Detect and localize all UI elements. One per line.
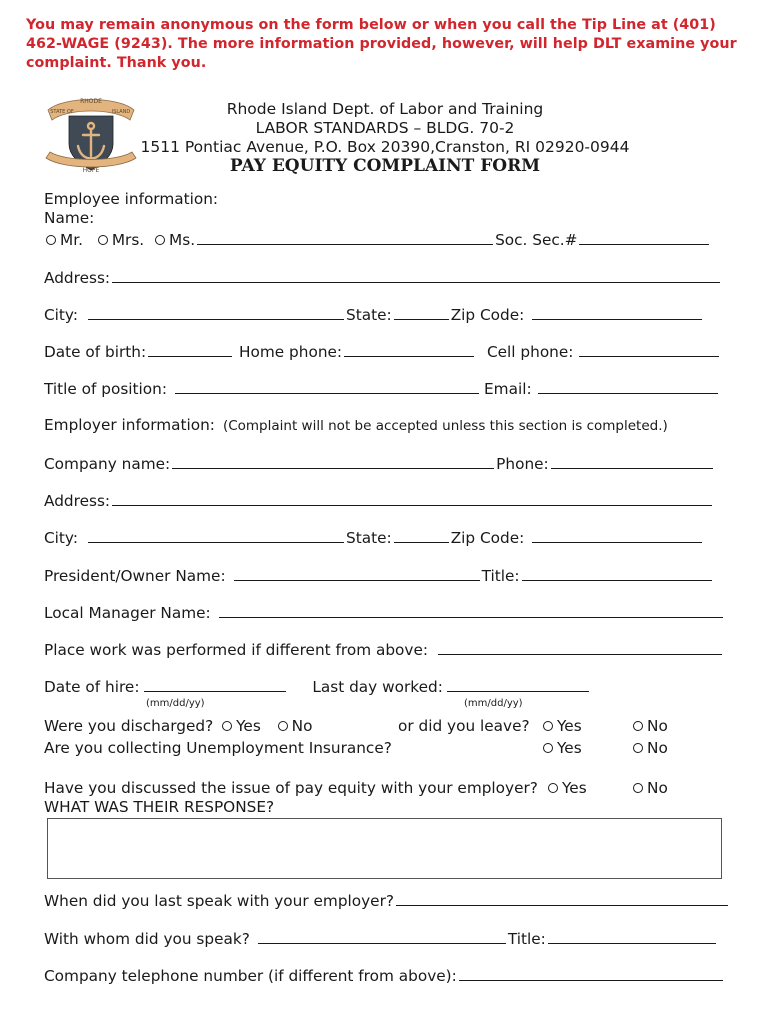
president-label: President/Owner Name: bbox=[44, 567, 226, 585]
employer-address-label: Address: bbox=[44, 492, 111, 510]
ms-radio[interactable] bbox=[155, 235, 165, 245]
seal-text-bottom: HOPE bbox=[82, 167, 100, 174]
last-day-format-hint: (mm/dd/yy) bbox=[464, 698, 523, 709]
employee-phone-row bbox=[44, 342, 721, 362]
last-spoke-field[interactable] bbox=[396, 891, 728, 906]
home-phone-label: Home phone: bbox=[239, 343, 343, 361]
whom-field[interactable] bbox=[258, 929, 506, 944]
name-row bbox=[44, 230, 711, 250]
employer-city-label: City: bbox=[44, 529, 79, 547]
unemployment-label: Are you collecting Unemployment Insurance? bbox=[44, 739, 392, 757]
place-row bbox=[44, 640, 724, 660]
mrs-radio[interactable] bbox=[98, 235, 108, 245]
company-telephone-label: Company telephone number (if different from above): bbox=[44, 967, 457, 985]
employer-city-row bbox=[44, 528, 704, 548]
unemployment-yes-label: Yes bbox=[557, 739, 582, 757]
form-title: PAY EQUITY COMPLAINT FORM bbox=[229, 156, 541, 176]
discharged-label: Were you discharged? bbox=[44, 717, 214, 735]
unemployment-no-label: No bbox=[647, 739, 668, 757]
discussed-no-option bbox=[631, 779, 668, 798]
cell-phone-label: Cell phone: bbox=[486, 343, 574, 361]
hire-date-label: Date of hire: bbox=[44, 678, 140, 696]
ssn-field[interactable] bbox=[579, 230, 709, 245]
company-phone-row bbox=[44, 966, 725, 986]
last-day-field[interactable] bbox=[447, 677, 589, 692]
position-label: Title of position: bbox=[44, 380, 167, 398]
discharged-question bbox=[44, 717, 312, 736]
manager-field[interactable] bbox=[219, 603, 723, 618]
unemployment-yes-radio[interactable] bbox=[543, 743, 553, 753]
whom-title-field[interactable] bbox=[548, 929, 716, 944]
response-textbox[interactable] bbox=[47, 818, 722, 879]
cell-phone-field[interactable] bbox=[579, 342, 719, 357]
home-phone-field[interactable] bbox=[344, 342, 474, 357]
discussed-label: Have you discussed the issue of pay equity with your employer? bbox=[44, 779, 538, 797]
state-label: State: bbox=[346, 306, 392, 324]
whom-title-label: Title: bbox=[507, 930, 546, 948]
agency-address: 1511 Pontiac Avenue, P.O. Box 20390,Cranston, RI 02920-0944 bbox=[140, 138, 630, 156]
discussed-yes-option bbox=[546, 779, 587, 798]
name-label: Name: bbox=[44, 209, 95, 227]
president-field[interactable] bbox=[234, 566, 480, 581]
employer-section-row bbox=[44, 416, 668, 436]
zip-label: Zip Code: bbox=[450, 306, 525, 324]
company-field[interactable] bbox=[172, 454, 494, 469]
employee-city-row bbox=[44, 305, 704, 325]
hire-date-format-hint: (mm/dd/yy) bbox=[146, 698, 205, 709]
discussed-no-label: No bbox=[647, 779, 668, 797]
seal-text-top: RHODE bbox=[80, 98, 102, 105]
left-yes-radio[interactable] bbox=[543, 721, 553, 731]
address-label: Address: bbox=[44, 269, 111, 287]
discharged-no-radio[interactable] bbox=[278, 721, 288, 731]
last-spoke-row bbox=[44, 891, 730, 911]
whom-label: With whom did you speak? bbox=[44, 930, 250, 948]
employee-state-field[interactable] bbox=[394, 305, 449, 320]
employee-address-field[interactable] bbox=[112, 268, 720, 283]
unemployment-no-option bbox=[631, 739, 668, 758]
president-title-label: Title: bbox=[481, 567, 520, 585]
left-no-radio[interactable] bbox=[633, 721, 643, 731]
ssn-label: Soc. Sec.# bbox=[495, 231, 578, 249]
employer-city-field[interactable] bbox=[88, 528, 344, 543]
mr-radio[interactable] bbox=[46, 235, 56, 245]
employee-section-label: Employee information: bbox=[44, 190, 219, 208]
company-phone-field[interactable] bbox=[551, 454, 713, 469]
discussed-yes-radio[interactable] bbox=[548, 783, 558, 793]
employer-address-row bbox=[44, 491, 714, 511]
employer-address-field[interactable] bbox=[112, 491, 712, 506]
company-phone-label: Phone: bbox=[496, 455, 549, 473]
employer-section-note: (Complaint will not be accepted unless this section is completed.) bbox=[222, 418, 668, 434]
employee-city-field[interactable] bbox=[88, 305, 344, 320]
city-label: City: bbox=[44, 306, 79, 324]
dob-field[interactable] bbox=[148, 342, 232, 357]
manager-label: Local Manager Name: bbox=[44, 604, 211, 622]
employee-address-row bbox=[44, 268, 722, 288]
left-yes-option bbox=[541, 717, 582, 736]
left-yes-label: Yes bbox=[557, 717, 582, 735]
president-title-field[interactable] bbox=[522, 566, 712, 581]
mr-label: Mr. bbox=[60, 231, 83, 249]
whom-row bbox=[44, 929, 718, 949]
ms-label: Ms. bbox=[169, 231, 196, 249]
email-field[interactable] bbox=[538, 379, 718, 394]
hire-date-field[interactable] bbox=[144, 677, 286, 692]
discharged-yes-label: Yes bbox=[236, 717, 261, 735]
last-spoke-label: When did you last speak with your employer? bbox=[44, 892, 395, 910]
left-no-option bbox=[631, 717, 668, 736]
anonymity-notice: You may remain anonymous on the form below or when you call the Tip Line at (401) 462-WAGE (9243). The more information provided, however, will help DLT examine your complaint. Thank you. bbox=[26, 17, 737, 71]
position-field[interactable] bbox=[175, 379, 479, 394]
president-row bbox=[44, 566, 714, 586]
email-label: Email: bbox=[484, 380, 532, 398]
discharged-yes-radio[interactable] bbox=[222, 721, 232, 731]
unemployment-yes-option bbox=[541, 739, 582, 758]
discussed-yes-label: Yes bbox=[562, 779, 587, 797]
discharged-no-label: No bbox=[291, 717, 313, 735]
dob-label: Date of birth: bbox=[44, 343, 147, 361]
employer-zip-field[interactable] bbox=[532, 528, 702, 543]
manager-row bbox=[44, 603, 725, 623]
name-field[interactable] bbox=[197, 230, 493, 245]
division-name: LABOR STANDARDS – BLDG. 70-2 bbox=[255, 119, 515, 137]
seal-text-left: STATE OF bbox=[50, 109, 74, 115]
position-row bbox=[44, 379, 720, 399]
employer-state-field[interactable] bbox=[394, 528, 449, 543]
mrs-label: Mrs. bbox=[111, 231, 145, 249]
last-day-label: Last day worked: bbox=[312, 678, 443, 696]
place-label: Place work was performed if different from above: bbox=[44, 641, 429, 659]
agency-name: Rhode Island Dept. of Labor and Training bbox=[226, 100, 544, 118]
company-row bbox=[44, 454, 715, 474]
unemployment-no-radio[interactable] bbox=[633, 743, 643, 753]
response-label: WHAT WAS THEIR RESPONSE? bbox=[44, 798, 275, 816]
employer-section-label: Employer information: bbox=[44, 416, 215, 434]
place-field[interactable] bbox=[438, 640, 722, 655]
company-label: Company name: bbox=[44, 455, 171, 473]
dates-row bbox=[44, 677, 591, 697]
discussed-no-radio[interactable] bbox=[633, 783, 643, 793]
left-no-label: No bbox=[647, 717, 668, 735]
employer-state-label: State: bbox=[346, 529, 392, 547]
employee-zip-field[interactable] bbox=[532, 305, 702, 320]
seal-text-right: ISLAND bbox=[111, 109, 131, 115]
company-telephone-field[interactable] bbox=[459, 966, 723, 981]
employer-zip-label: Zip Code: bbox=[450, 529, 525, 547]
left-label: or did you leave? bbox=[398, 717, 530, 735]
